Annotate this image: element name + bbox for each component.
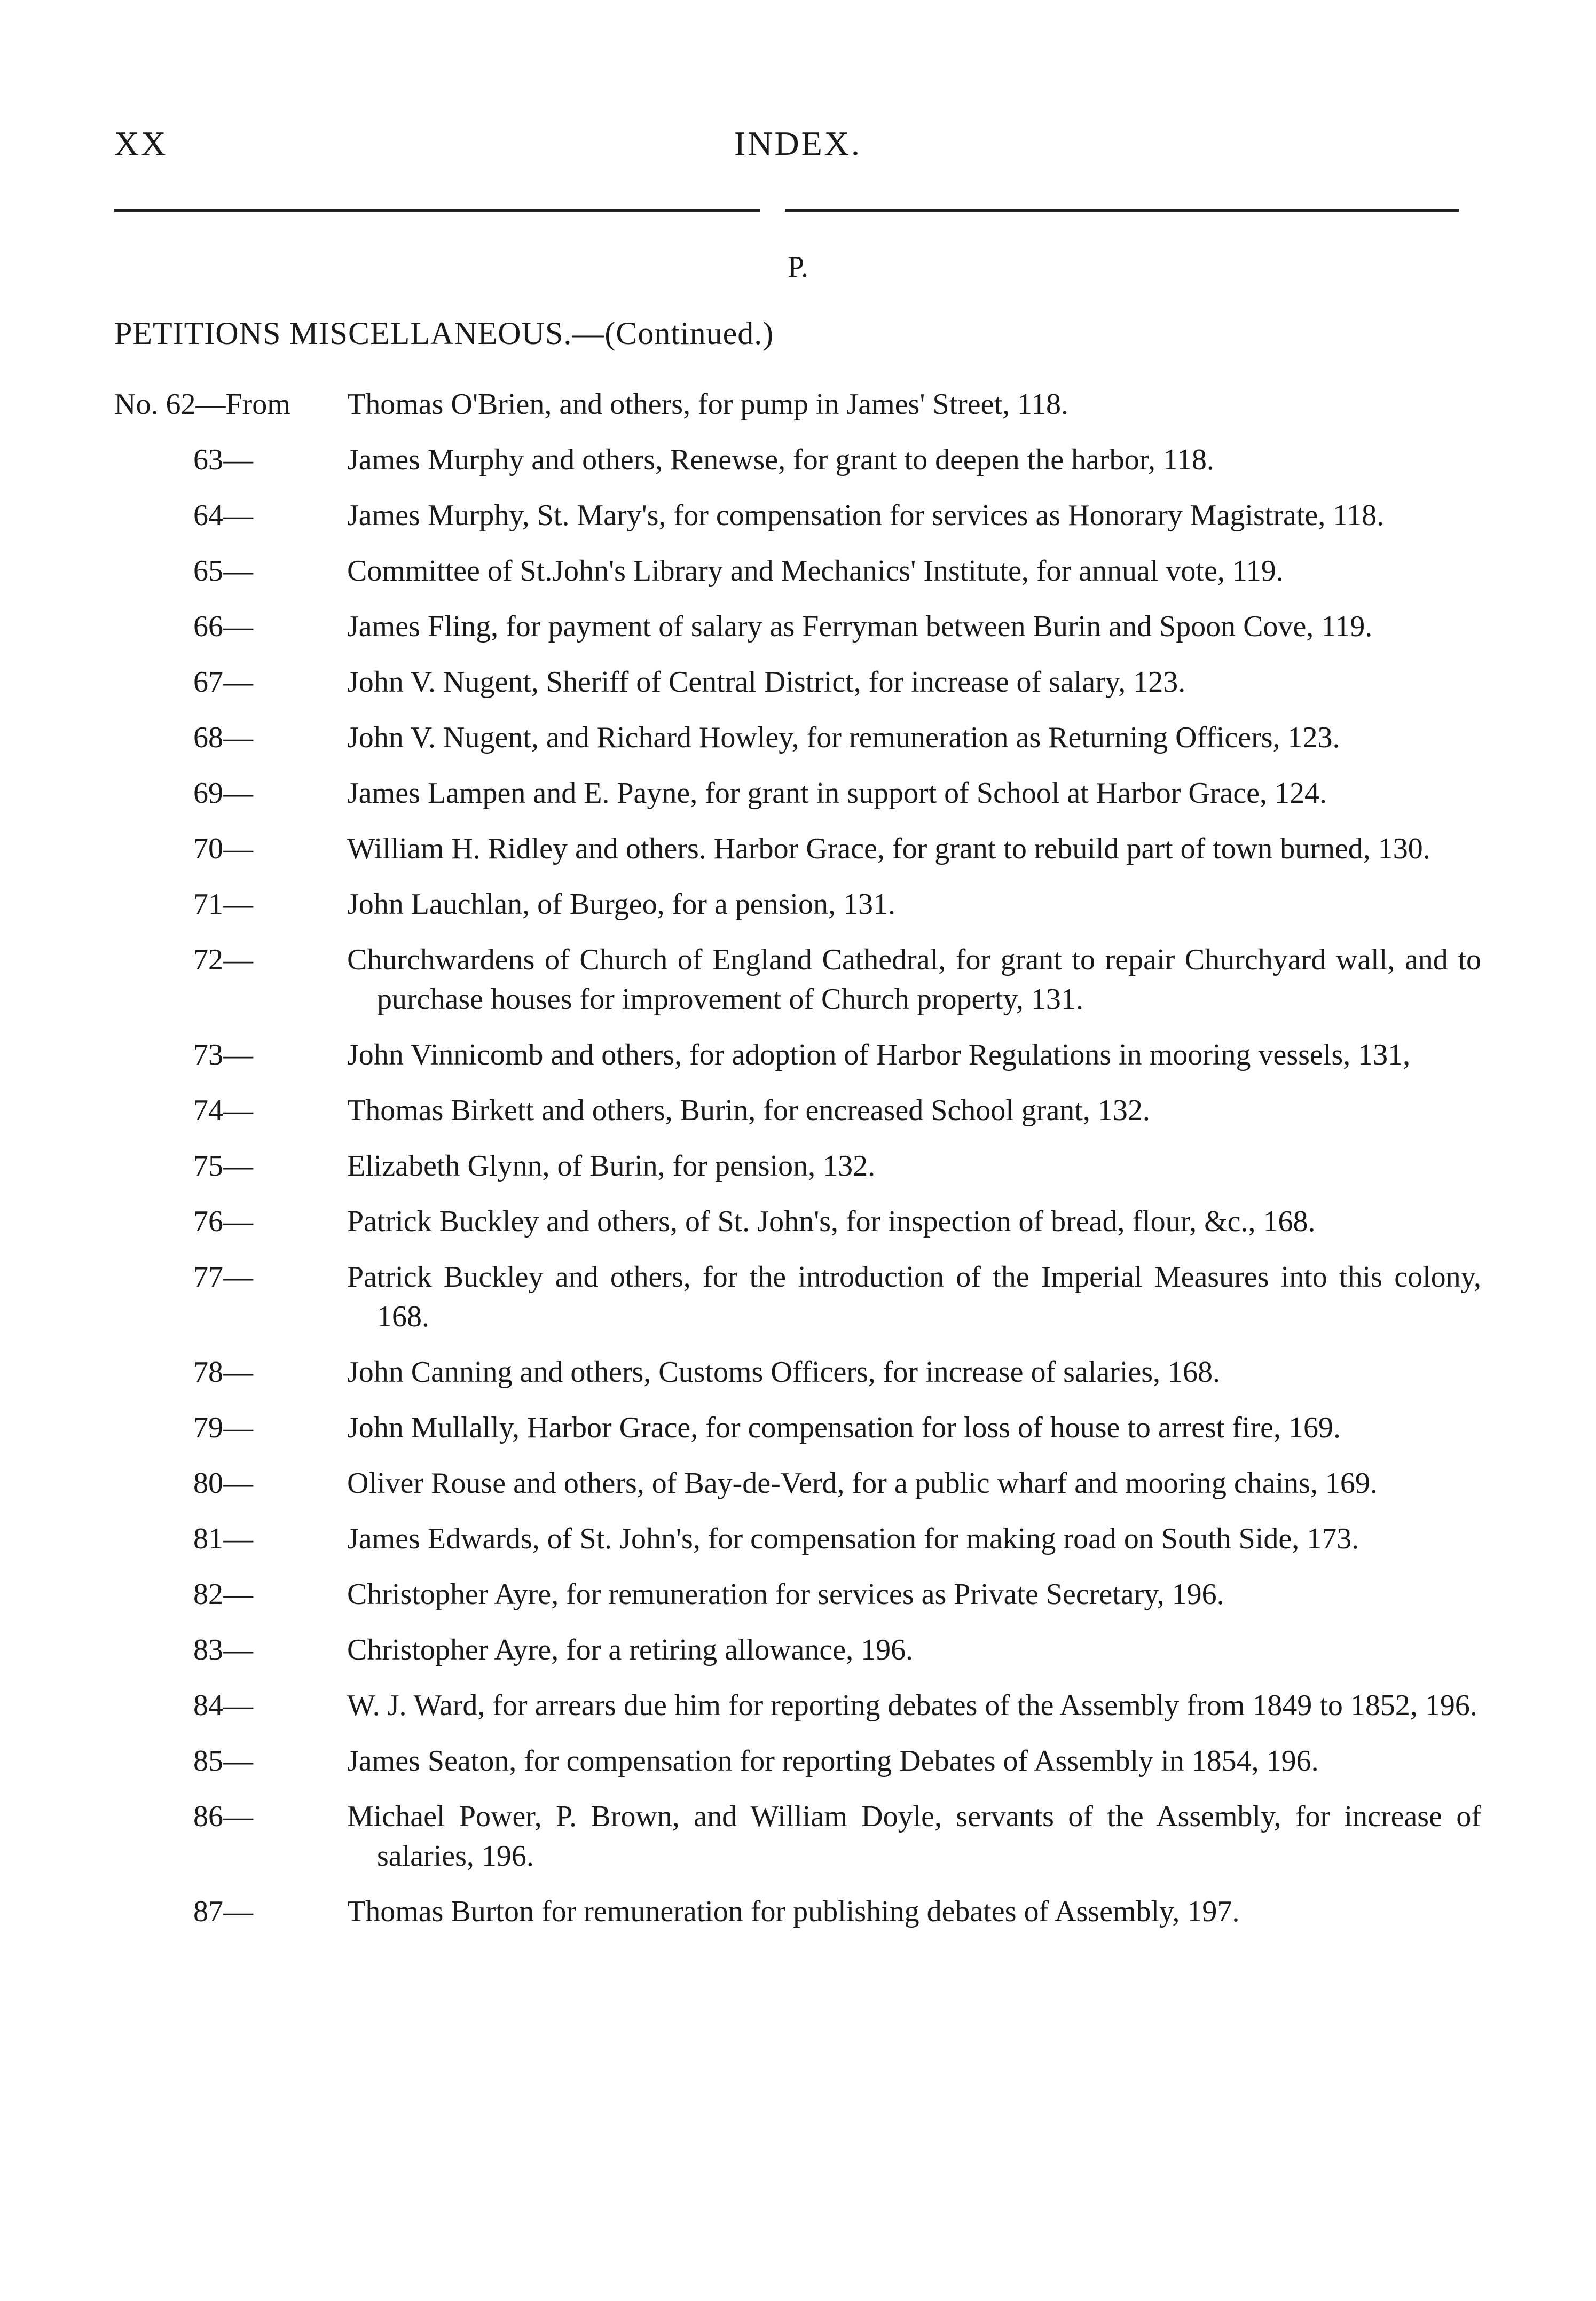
petition-entry (114, 1408, 1481, 1447)
petition-number: 80— (193, 1467, 253, 1500)
petition-text: Oliver Rouse and others, of Bay-de-Verd, for a public wharf and mooring chains, 169. (347, 1467, 1378, 1500)
petition-text: John Vinnicomb and others, for adoption of Harbor Regulations in mooring vessels, 131, (347, 1038, 1411, 1071)
petition-text: Patrick Buckley and others, of St. John's, for inspection of bread, flour, &c., 168. (347, 1205, 1316, 1238)
petition-entry (114, 1575, 1481, 1614)
petition-entry (114, 940, 1481, 1019)
petition-number: No. 62—From (114, 388, 290, 421)
petition-entry (114, 1519, 1481, 1559)
petition-entry (114, 885, 1481, 924)
petition-number: 76— (193, 1205, 253, 1238)
petition-text: James Murphy and others, Renewse, for grant to deepen the harbor, 118. (347, 443, 1214, 476)
petition-text: Thomas O'Brien, and others, for pump in James' Street, 118. (347, 388, 1068, 421)
petition-text: Thomas Burton for remuneration for publishing debates of Assembly, 197. (347, 1895, 1240, 1928)
petition-text: John V. Nugent, Sheriff of Central District, for increase of salary, 123. (347, 666, 1186, 699)
petition-number: 81— (193, 1522, 253, 1555)
petition-text: James Murphy, St. Mary's, for compensation for services as Honorary Magistrate, 118. (347, 499, 1385, 532)
petition-entry (114, 1797, 1481, 1876)
petition-number: 65— (193, 554, 253, 588)
petition-entry (114, 1257, 1481, 1336)
petition-text: Elizabeth Glynn, of Burin, for pension, 132. (347, 1149, 876, 1183)
petition-number: 79— (193, 1411, 253, 1444)
petition-text: Christopher Ayre, for a retiring allowance, 196. (347, 1633, 914, 1666)
petition-number: 67— (193, 666, 253, 699)
petition-entry (114, 440, 1481, 480)
petition-text: Patrick Buckley and others, for the introduction of the Imperial Measures into this colony, 168. (347, 1261, 1481, 1333)
running-title: INDEX. (734, 124, 862, 162)
petition-number: 70— (193, 832, 253, 865)
petition-number: 84— (193, 1689, 253, 1722)
petition-number: 75— (193, 1149, 253, 1183)
petition-entry (114, 607, 1481, 646)
petition-entry (114, 1035, 1481, 1075)
petition-entry (114, 1091, 1481, 1130)
petition-text: William H. Ridley and others. Harbor Grace, for grant to rebuild part of town burned, 130. (347, 832, 1430, 865)
petition-text: Thomas Birkett and others, Burin, for encreased School grant, 132. (347, 1094, 1150, 1127)
header-rule-right (785, 209, 1459, 212)
petition-entry (114, 496, 1481, 535)
petition-entry (114, 1202, 1481, 1241)
petition-number: 77— (193, 1261, 253, 1294)
petition-number: 78— (193, 1356, 253, 1389)
petition-text: John Canning and others, Customs Officers, for increase of salaries, 168. (347, 1356, 1221, 1389)
petition-entry (114, 829, 1481, 868)
petition-entry (114, 662, 1481, 702)
petition-text: James Fling, for payment of salary as Ferryman between Burin and Spoon Cove, 119. (347, 610, 1373, 643)
petition-text: James Edwards, of St. John's, for compensation for making road on South Side, 173. (347, 1522, 1359, 1555)
petition-text: Committee of St.John's Library and Mechanics' Institute, for annual vote, 119. (347, 554, 1284, 588)
petition-entry (114, 1146, 1481, 1186)
petition-entry (114, 1741, 1481, 1781)
petition-number: 73— (193, 1038, 253, 1071)
petition-entry (114, 1892, 1481, 1931)
petition-entry (114, 718, 1481, 757)
petition-number: 83— (193, 1633, 253, 1666)
petition-number: 74— (193, 1094, 253, 1127)
petition-number: 63— (193, 443, 253, 476)
petition-entry (114, 1463, 1481, 1503)
petition-number: 64— (193, 499, 253, 532)
petition-number: 86— (193, 1800, 253, 1833)
petition-text: John V. Nugent, and Richard Howley, for remuneration as Returning Officers, 123. (347, 721, 1340, 754)
petition-entry (114, 385, 1481, 424)
petition-text: Churchwardens of Church of England Cathedral, for grant to repair Churchyard wall, and to purchase houses for improvement of Church property, 131. (347, 943, 1481, 1016)
section-heading: PETITIONS MISCELLANEOUS.—(Continued.) (114, 316, 774, 351)
petition-number: 82— (193, 1578, 253, 1611)
petition-number: 87— (193, 1895, 253, 1928)
section-letter: P. (788, 251, 808, 284)
petition-number: 68— (193, 721, 253, 754)
petition-entry (114, 773, 1481, 813)
petition-text: James Seaton, for compensation for reporting Debates of Assembly in 1854, 196. (347, 1744, 1319, 1778)
petition-list (114, 385, 1481, 1947)
header-rule-left (114, 209, 760, 212)
petition-number: 85— (193, 1744, 253, 1778)
petition-text: James Lampen and E. Payne, for grant in support of School at Harbor Grace, 124. (347, 777, 1327, 810)
petition-text: Michael Power, P. Brown, and William Doyle, servants of the Assembly, for increase of salaries, 196. (347, 1800, 1481, 1873)
petition-number: 69— (193, 777, 253, 810)
petition-entry (114, 1630, 1481, 1670)
petition-entry (114, 1686, 1481, 1725)
petition-text: Christopher Ayre, for remuneration for services as Private Secretary, 196. (347, 1578, 1224, 1611)
petition-text: John Mullally, Harbor Grace, for compensation for loss of house to arrest fire, 169. (347, 1411, 1341, 1444)
petition-entry (114, 1352, 1481, 1392)
petition-number: 66— (193, 610, 253, 643)
petition-number: 71— (193, 888, 253, 921)
page-number: XX (114, 124, 168, 162)
petition-number: 72— (193, 943, 253, 976)
petition-entry (114, 551, 1481, 591)
petition-text: John Lauchlan, of Burgeo, for a pension, 131. (347, 888, 895, 921)
petition-text: W. J. Ward, for arrears due him for reporting debates of the Assembly from 1849 to 1852, 196. (347, 1689, 1477, 1722)
